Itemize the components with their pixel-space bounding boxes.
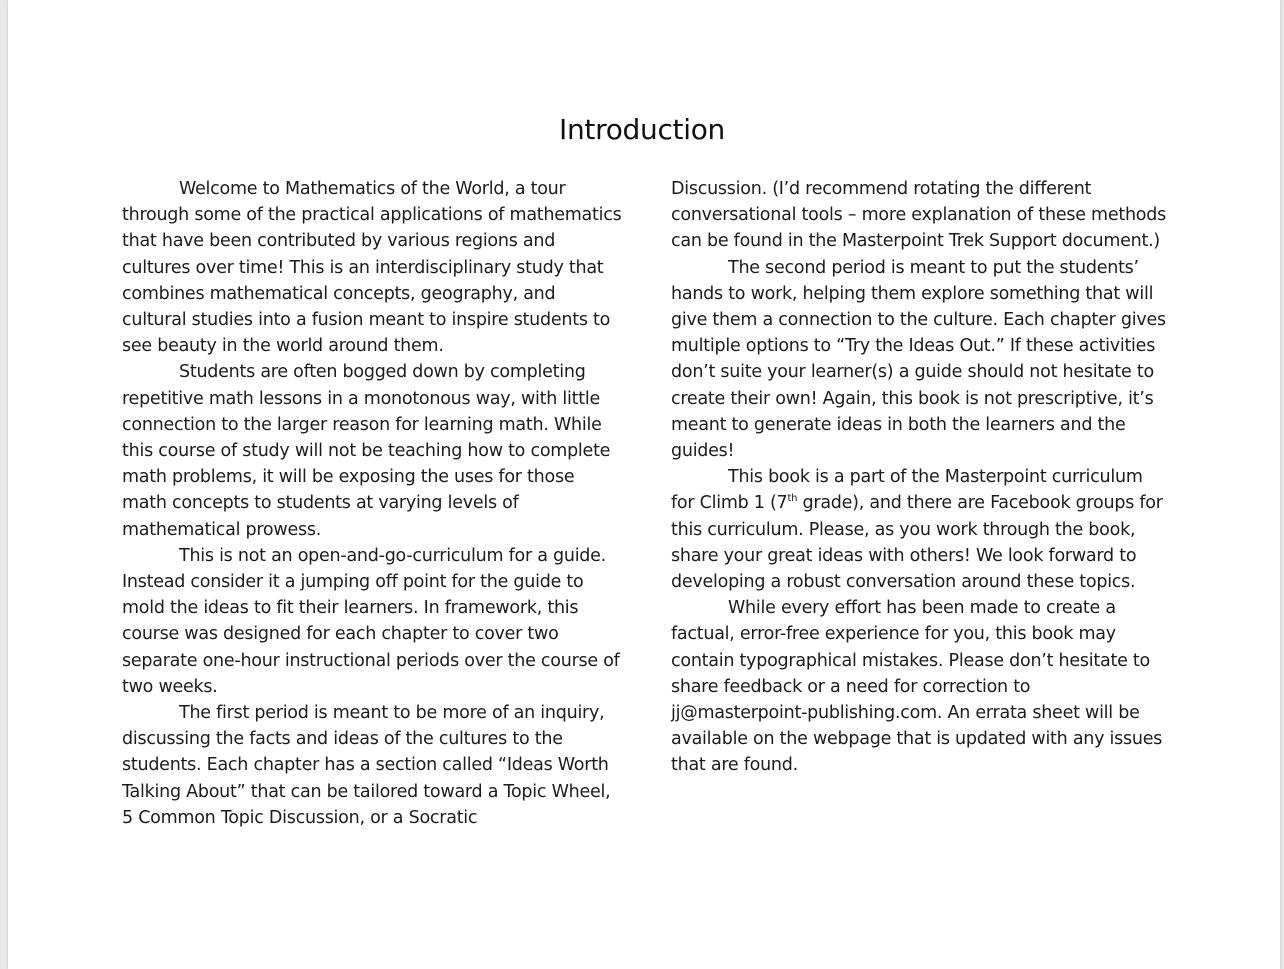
paragraph-students: Students are often bogged down by completing repetitive math lessons in a monotonous way, with little connection to the larger reason for learning math. While this course of study will not be teaching how to complete math problems, it will be exposing the uses for those math concepts to students at varying levels of mathematical prowess. (122, 362, 611, 540)
paragraph-first-period: The first period is meant to be more of an inquiry, discussing the facts and ideas of the cultures to the students. Each chapter has a section called “Ideas Worth Talking About” that can be tailored toward a Topic Wheel, 5 Common Topic Discussion, or a Socratic (122, 703, 611, 828)
right-column (671, 176, 1171, 779)
paragraph-discussion-continued: Discussion. (I’d recommend rotating the different conversational tools – more explanation of these methods can be found in the Masterpoint Trek Support document.) (671, 179, 1166, 252)
paragraph-errata: While every effort has been made to create a factual, error-free experience for you, this book may contain typographical mistakes. Please don’t hesitate to share feedback or a need for correction to jj@masterpoint-publishing.com. An errata sheet will be available on the webpage that is updated with any issues that are found. (671, 598, 1163, 776)
paragraph-masterpoint (671, 464, 1171, 595)
paragraph-second-period: The second period is meant to put the students’ hands to work, helping them explore something that will give them a connection to the culture. Each chapter gives multiple options to “Try the Ideas Out.” If these activities don’t suite your learner(s) a guide should not hesitate to create their own! Again, this book is not prescriptive, it’s meant to generate ideas in both the learners and the guides! (671, 257, 1166, 462)
paragraph-curriculum: This is not an open-and-go-curriculum for a guide. Instead consider it a jumping off point for the guide to mold the ideas to fit their learners. In framework, this course was designed for each chapter to cover two separate one-hour instructional periods over the course of two weeks. (122, 545, 620, 697)
page-title: Introduction (559, 113, 725, 146)
paragraph-welcome: Welcome to Mathematics of the World, a tour through some of the practical applications of mathematics that have been contributed by various regions and cultures over time! This is an interdisciplinary study that combines mathematical concepts, geography, and cultural studies into a fusion meant to inspire students to see beauty in the world around them. (122, 179, 622, 357)
paragraph-masterpoint-end: grade), and there are Facebook groups for this curriculum. Please, as you work through the book, share your great ideas with others! We look forward to developing a robust conversation around these topics. (671, 493, 1163, 593)
left-column (122, 176, 622, 831)
ordinal-suffix: th (787, 493, 798, 505)
document-page (8, 0, 1280, 969)
paragraph-masterpoint-start: This book is a part of the Masterpoint curriculum for Climb 1 (7 (671, 467, 1143, 514)
